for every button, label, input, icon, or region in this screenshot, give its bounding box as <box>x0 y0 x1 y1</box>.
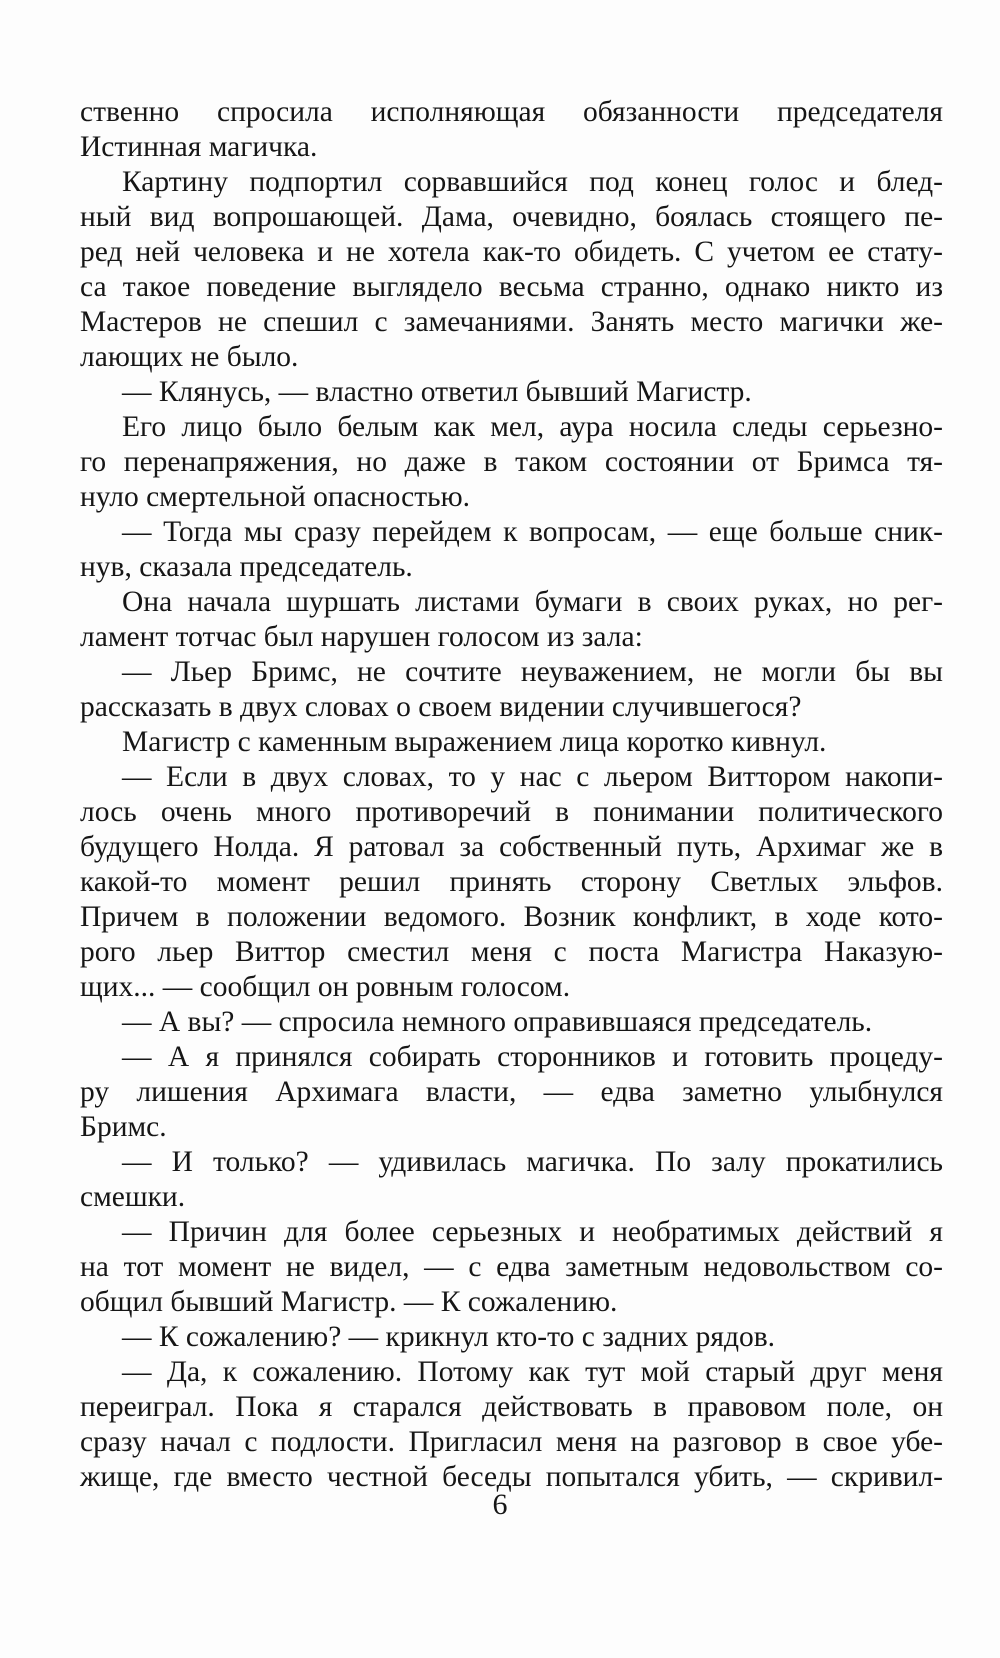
text-line: нув, сказала председатель. <box>80 551 413 583</box>
text-line: на тот момент не видел, — с едва заметным недовольством со- <box>80 1251 943 1283</box>
text-line: — А вы? — спросила немного оправившаяся председатель. <box>122 1006 873 1038</box>
text-line: рассказать в двух словах о своем видении случившегося? <box>80 691 802 723</box>
text-line: — Да, к сожалению. Потому как тут мой старый друг меня <box>122 1356 943 1388</box>
text-line: общил бывший Магистр. — К сожалению. <box>80 1286 618 1318</box>
text-line: лось очень много противоречий в понимании политического <box>80 796 943 828</box>
text-line: лающих не было. <box>80 341 299 373</box>
text-line: Магистр с каменным выражением лица коротко кивнул. <box>122 726 827 758</box>
text-line: сразу начал с подлости. Пригласил меня на разговор в свое убе- <box>80 1426 943 1458</box>
text-line: щих... — сообщил он ровным голосом. <box>80 971 571 1003</box>
text-line: Причем в положении ведомого. Возник конфликт, в ходе кото- <box>80 901 943 933</box>
text-line: Мастеров не спешил с замечаниями. Занять место магички же- <box>80 306 943 338</box>
text-line: — Льер Бримс, не сочтите неуважением, не могли бы вы <box>122 656 943 688</box>
text-line: са такое поведение выглядело весьма странно, однако никто из <box>80 271 943 303</box>
text-line: ный вид вопрошающей. Дама, очевидно, боялась стоящего пе- <box>80 201 943 233</box>
body-text <box>80 95 943 1495</box>
text-line: — Причин для более серьезных и необратимых действий я <box>122 1216 943 1248</box>
text-line: ру лишения Архимага власти, — едва заметно улыбнулся <box>80 1076 943 1108</box>
text-line: — К сожалению? — крикнул кто-то с задних рядов. <box>122 1321 776 1353</box>
text-line: Она начала шуршать листами бумаги в своих руках, но рег- <box>122 586 943 618</box>
text-line: Бримс. <box>80 1111 167 1143</box>
text-line: — Клянусь, — властно ответил бывший Магистр. <box>122 376 752 408</box>
text-line: рого льер Виттор сместил меня с поста Магистра Наказую- <box>80 936 943 968</box>
text-line: — А я принялся собирать сторонников и готовить процеду- <box>122 1041 943 1073</box>
page-number: 6 <box>492 1488 508 1521</box>
text-line: жище, где вместо честной беседы попытался убить, — скривил- <box>80 1461 943 1493</box>
text-line: переиграл. Пока я старался действовать в правовом поле, он <box>80 1391 943 1423</box>
text-line: — Тогда мы сразу перейдем к вопросам, — еще больше сник- <box>122 516 943 548</box>
text-line: — Если в двух словах, то у нас с льером Виттором накопи- <box>122 761 943 793</box>
text-line: ственно спросила исполняющая обязанности председателя <box>80 96 943 128</box>
text-line: смешки. <box>80 1181 186 1213</box>
text-line: ред ней человека и не хотела как-то обидеть. С учетом ее стату- <box>80 236 943 268</box>
text-line: какой-то момент решил принять сторону Светлых эльфов. <box>80 866 943 898</box>
text-line: Его лицо было белым как мел, аура носила следы серьезно- <box>122 411 943 443</box>
text-line: — И только? — удивилась магичка. По залу прокатились <box>122 1146 943 1178</box>
text-line: нуло смертельной опасностью. <box>80 481 471 513</box>
text-line: Картину подпортил сорвавшийся под конец голос и блед- <box>122 166 943 198</box>
text-line: будущего Нолда. Я ратовал за собственный путь, Архимаг же в <box>80 831 943 863</box>
text-line: Истинная магичка. <box>80 131 318 163</box>
text-line: ламент тотчас был нарушен голосом из зала: <box>80 621 643 653</box>
text-line: го перенапряжения, но даже в таком состоянии от Бримса тя- <box>80 446 943 478</box>
